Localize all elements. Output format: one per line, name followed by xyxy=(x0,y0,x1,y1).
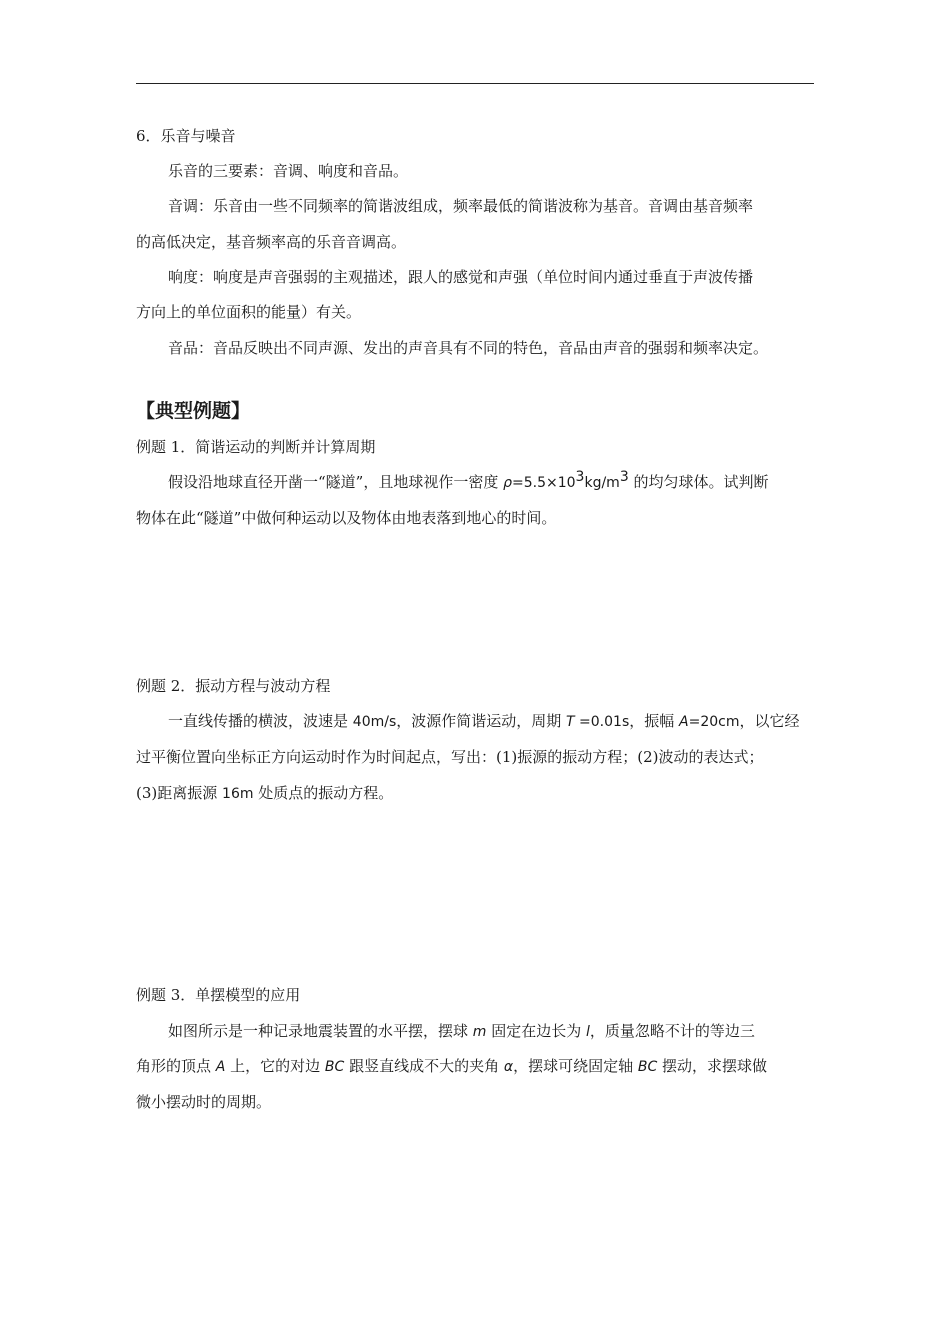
example3-text: 上，它的对边 xyxy=(225,1057,325,1075)
example2-text: 处质点的振动方程。 xyxy=(253,784,394,802)
length-symbol: l xyxy=(585,1024,590,1040)
axis-symbol: BC xyxy=(637,1059,658,1075)
paragraph-pitch-line1: 音调：乐音由一些不同频率的简谐波组成，频率最低的简谐波称为基音。音调由基音频率 xyxy=(168,197,754,215)
example3-text: 角形的顶点 xyxy=(136,1057,216,1075)
example1-line1 xyxy=(168,469,814,493)
example3-text: ，质量忽略不计的等边三 xyxy=(589,1022,755,1040)
distance-value: 16m xyxy=(222,786,254,802)
example3-line2 xyxy=(136,1056,814,1077)
example2-line1 xyxy=(168,711,814,732)
rho-symbol: ρ xyxy=(503,475,512,491)
paragraph-intro: 乐音的三要素：音调、响度和音品。 xyxy=(168,162,409,180)
vertex-symbol: A xyxy=(215,1059,226,1075)
exponent: 3 xyxy=(575,469,585,485)
density-unit: kg/m xyxy=(584,475,620,491)
example2-text: ，以它经 xyxy=(739,712,800,730)
examples-heading: 【典型例题】 xyxy=(136,400,251,422)
density-value: =5.5×10 xyxy=(512,475,576,491)
paragraph-loudness-line1: 响度：响度是声音强弱的主观描述，跟人的感觉和声强（单位时间内通过垂直于声波传播 xyxy=(168,268,754,286)
example2-text: 一直线传播的横波，波速是 xyxy=(168,712,353,730)
example3-line1 xyxy=(168,1021,814,1042)
example2-text: ，波源作简谐运动，周期 xyxy=(396,712,567,730)
example3-text: ，摆球可绕固定轴 xyxy=(513,1057,638,1075)
example1-text: 假设沿地球直径开凿一“隧道”，且地球视作一密度 xyxy=(168,473,504,491)
example1-title: 例题 1．简谐运动的判断并计算周期 xyxy=(136,438,376,456)
header-rule xyxy=(136,83,814,84)
example2-line2: 过平衡位置向坐标正方向运动时作为时间起点，写出：(1)振源的振动方程；(2)波动的表达式； xyxy=(136,748,764,766)
section-title: 6．乐音与噪音 xyxy=(136,127,236,145)
paragraph-loudness-line2: 方向上的单位面积的能量）有关。 xyxy=(136,303,362,321)
mass-symbol: m xyxy=(472,1024,487,1040)
example3-text: 跟竖直线成不大的夹角 xyxy=(344,1057,504,1075)
example3-text: 固定在边长为 xyxy=(486,1022,586,1040)
side-symbol: BC xyxy=(324,1059,345,1075)
example3-title: 例题 3．单摆模型的应用 xyxy=(136,986,301,1004)
period-symbol: T xyxy=(566,714,575,730)
paragraph-timbre: 音品：音品反映出不同声源、发出的声音具有不同的特色，音品由声音的强弱和频率决定。 xyxy=(168,339,769,357)
example2-text: (3)距离振源 xyxy=(136,784,223,802)
amplitude-symbol: A xyxy=(679,714,689,730)
wave-speed: 40m/s xyxy=(352,714,397,730)
example3-line3: 微小摆动时的周期。 xyxy=(136,1093,272,1111)
amplitude-value: =20cm xyxy=(688,714,740,730)
example2-line3 xyxy=(136,783,814,804)
paragraph-pitch-line2: 的高低决定，基音频率高的乐音音调高。 xyxy=(136,233,407,251)
period-value: =0.01s xyxy=(574,714,630,730)
unit-exponent: 3 xyxy=(619,469,629,485)
example1-line2: 物体在此“隧道”中做何种运动以及物体由地表落到地心的时间。 xyxy=(136,509,557,527)
example2-text: ，振幅 xyxy=(629,712,680,730)
example3-text: 如图所示是一种记录地震装置的水平摆，摆球 xyxy=(168,1022,473,1040)
example1-text: 的均匀球体。试判断 xyxy=(628,473,769,491)
example2-title: 例题 2．振动方程与波动方程 xyxy=(136,677,331,695)
example3-text: 摆动，求摆球做 xyxy=(657,1057,768,1075)
angle-symbol: α xyxy=(503,1059,514,1075)
